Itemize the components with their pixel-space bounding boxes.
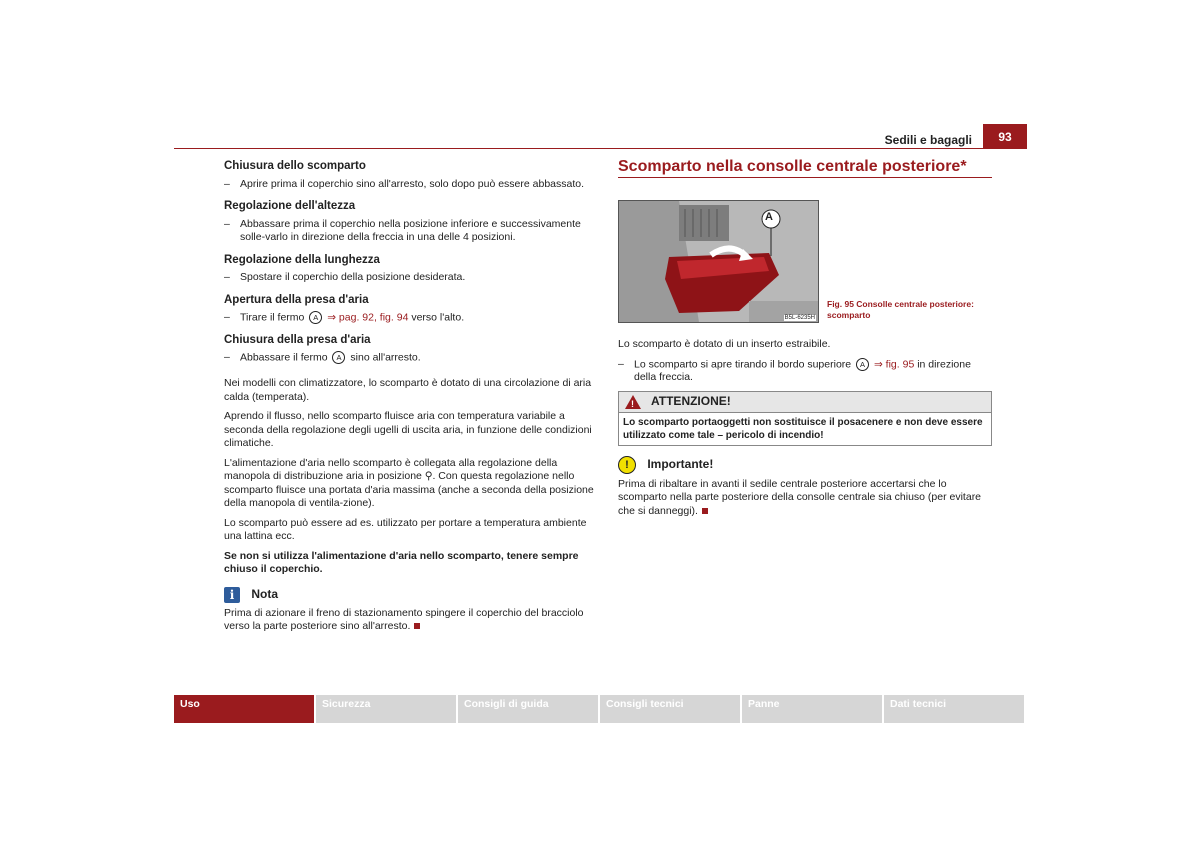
end-square-icon (414, 623, 420, 629)
right-body (618, 338, 992, 524)
info-icon: i (224, 587, 240, 603)
paragraph: Lo scomparto può essere ad es. utilizzato per portare a temperatura ambiente una lattina ecc. (224, 516, 587, 543)
bold-paragraph: Se non si utilizza l'alimentazione d'aria nello scomparto, tenere sempre chiuso il coperchio. (224, 549, 579, 576)
warning-title: ATTENZIONE! (651, 394, 731, 409)
figure-reference-link[interactable]: ⇒ fig. 95 (873, 357, 915, 370)
important-header (618, 456, 992, 474)
list-item: – Abbassare il fermo A sino all'arresto. (224, 351, 421, 364)
page-number: 93 (983, 124, 1027, 149)
important-title: Importante! (647, 456, 714, 471)
section-apertura-presa (224, 294, 598, 325)
page-reference-link[interactable]: ⇒ pag. 92, fig. 94 (327, 311, 409, 324)
tab-dati-tecnici[interactable]: Dati tecnici (884, 695, 1024, 723)
list-item: – Abbassare prima il coperchio nella posizione inferiore e successivamente solle-varlo in direzione della freccia in una delle 4 posizioni. (224, 217, 581, 243)
heading: Regolazione della lunghezza (224, 253, 380, 266)
paragraph: Nei modelli con climatizzatore, lo scomparto è dotato di una circolazione di aria calda (temperata). (224, 377, 592, 403)
warning-header (619, 392, 991, 413)
section-chiusura-scomparto (224, 160, 598, 191)
list-item: – Lo scomparto si apre tirando il bordo superiore A ⇒ fig. 95 in direzione della freccia. (618, 357, 971, 384)
left-column (224, 160, 598, 640)
section-regolazione-lunghezza (224, 254, 598, 285)
section-chiusura-presa (224, 334, 598, 365)
note-text: Prima di azionare il freno di stazionamento spingere il coperchio del bracciolo verso la parte posteriore sino all'arresto. (224, 606, 584, 633)
callout-a-icon: A (309, 311, 322, 324)
section-regolazione-altezza (224, 200, 598, 245)
warning-triangle-icon: ! (625, 395, 641, 409)
list-item: – Spostare il coperchio della posizione desiderata. (224, 271, 466, 283)
callout-a-icon: A (856, 358, 869, 371)
note-header (224, 587, 598, 603)
callout-a-icon: A (332, 351, 345, 364)
heading: Regolazione dell'altezza (224, 200, 356, 212)
tab-consigli-tecnici[interactable]: Consigli tecnici (600, 695, 740, 723)
heading: Chiusura dello scomparto (224, 160, 366, 172)
section-title-right: Scomparto nella consolle centrale posteriore* (618, 160, 992, 178)
footer-tabs (174, 695, 1026, 723)
console-illustration (619, 201, 818, 322)
warning-box (618, 391, 992, 446)
end-square-icon (702, 508, 708, 514)
heading: Chiusura della presa d'aria (224, 333, 371, 346)
note-title: Nota (251, 586, 279, 601)
header-rule (174, 148, 1027, 149)
warning-text: Lo scomparto portaoggetti non sostituisce il posacenere e non deve essere utilizzato come tale – pericolo di incendio! (623, 416, 983, 441)
list-item: – Aprire prima il coperchio sino all'arresto, solo dopo può essere abbassato. (224, 177, 585, 190)
tab-panne[interactable]: Panne (742, 695, 882, 723)
section-title: Sedili e bagagli (884, 133, 972, 147)
important-text: Prima di ribaltare in avanti il sedile centrale posteriore accertarsi che lo scomparto nella parte posteriore della consolle centrale sia chiuso (per evitare che si danneggi). (618, 477, 982, 517)
right-column (618, 160, 992, 178)
intro: Lo scomparto è dotato di un inserto estraibile. (618, 338, 831, 350)
figure-caption: Fig. 95 Consolle centrale posteriore: scomparto (827, 299, 974, 320)
figure-label-a: A (765, 211, 773, 223)
heading: Apertura della presa d'aria (224, 293, 369, 306)
figure-code: B5L-6235H (784, 315, 815, 321)
figure-console (618, 200, 819, 323)
paragraph: L'alimentazione d'aria nello scomparto è collegata alla regolazione della manopola di distribuzione aria in posizione ⚲. Con questa regolazione nello scomparto fluisce una portata d'aria massima (anche a seconda della posizione della manopola di ventila-zione). (224, 456, 594, 510)
paragraph: Aprendo il flusso, nello scomparto fluisce aria con temperatura variabile a seconda della regolazione degli ugelli di uscita aria, in funzione delle condizioni climatiche. (224, 410, 592, 450)
list-item: – Tirare il fermo A ⇒ pag. 92, fig. 94 verso l'alto. (224, 311, 465, 324)
tab-consigli-di-guida[interactable]: Consigli di guida (458, 695, 598, 723)
tab-uso[interactable]: Uso (174, 695, 314, 723)
tab-sicurezza[interactable]: Sicurezza (316, 695, 456, 723)
exclamation-icon: ! (618, 456, 636, 474)
